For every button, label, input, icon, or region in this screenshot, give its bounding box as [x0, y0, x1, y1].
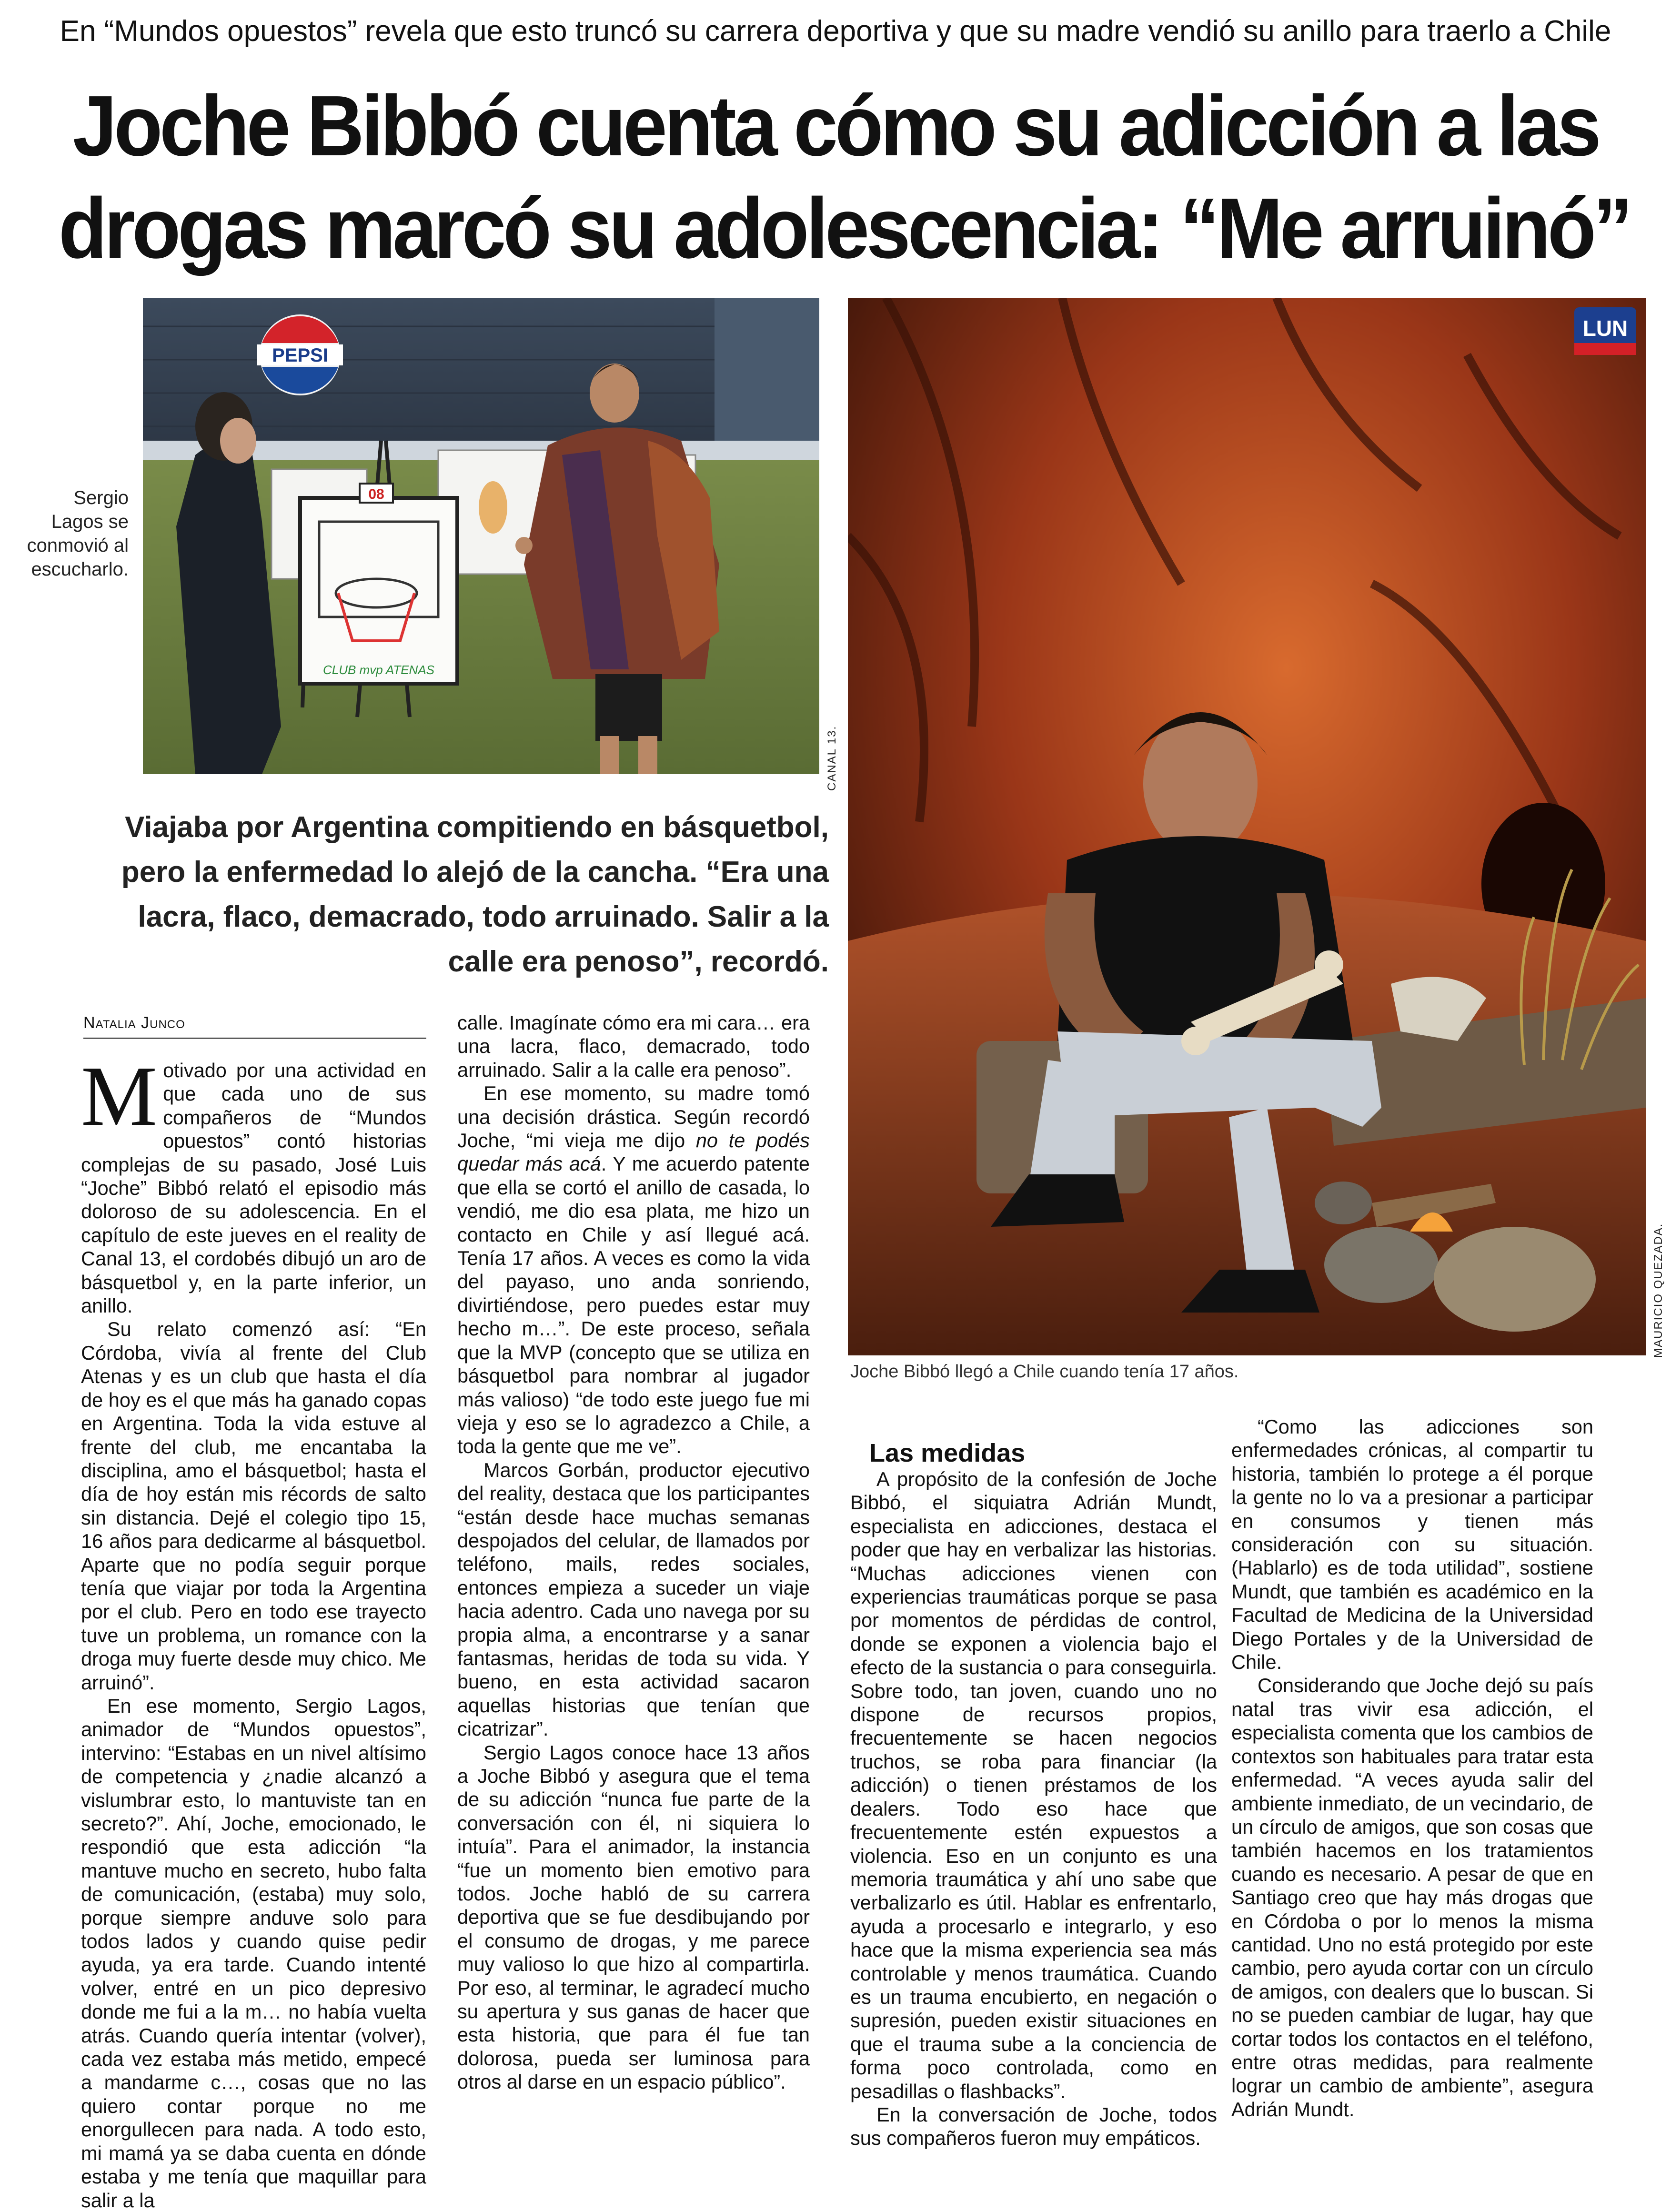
photo-reality-scene-illustration [143, 298, 819, 774]
article-column-4 [1231, 1415, 1593, 2121]
paragraph-1 [81, 1049, 426, 1317]
article-column-2 [457, 1011, 810, 2094]
article-column-3 [850, 1439, 1217, 2150]
article-column-1 [81, 1049, 426, 2212]
pepsi-sign-text: PEPSI [272, 345, 328, 366]
paragraph-4 [457, 1081, 810, 1458]
byline-rule [83, 1038, 426, 1039]
scoreboard-number: 08 [368, 486, 384, 502]
dropcap: M [81, 1049, 158, 1143]
paragraph-9: “Como las adicciones son enfermedades crónicas, al compartir tu historia, también lo protege a él porque la gente no lo va a presionar a participar en consumos y tienen más consideración con su situación. (Hablarlo) es de toda utilidad”, sostiene Mundt, que también es académico en la Facultad de Medicina de la Universidad Diego Portales y de la Universidad de Chile. [1231, 1415, 1593, 1674]
photo-reality-scene [143, 298, 819, 774]
paragraph-4-italic: no te podés quedar más acá [457, 1129, 810, 1175]
lun-badge: LUN [1582, 316, 1628, 341]
paragraph-5: Marcos Gorbán, productor ejecutivo del reality, destaca que los participantes “están desde hace muchas semanas despojados del celular, de llamados por teléfono, mails, redes sociales, entonces empieza a suceder un viaje hacia adentro. Cada uno navega por su propia alma, a encontrarse y a sanar fantasmas, heridas de toda su vida. Y bueno, en esta actividad sacaron aquellas historias que tenían que cicatrizar”. [457, 1458, 810, 1740]
photo-right-credit: MAURICIO QUEZADA. [1652, 1222, 1665, 1358]
kicker: En “Mundos opuestos” revela que esto truncó su carrera deportiva y que su madre vendió su anillo para traerlo a Chile [60, 15, 1611, 48]
paragraph-2: Su relato comenzó así: “En Córdoba, vivía al frente del Club Atenas y es un club que hasta el día de hoy es el que más ha ganado copas en Argentina. Toda la vida estuve al frente del club, me encantaba la disciplina, amo el básquetbol; hasta el día de hoy están mis récords de salto sin distancia. Dejé el colegio tipo 15, 16 años para dedicarme al básquetbol. Aparte que no podía seguir porque tenía que viajar por toda la Argentina por el club. Pero en todo ese trayecto tuve un problema, un romance con la droga muy fuerte desde muy chico. Me arruinó”. [81, 1318, 426, 1694]
drawing-text: CLUB mvp ATENAS [322, 663, 435, 677]
section-title: Las medidas [869, 1439, 1026, 1467]
paragraph-1-text: otivado por una actividad en que cada uno de sus compañeros de “Mundos opuestos” contó historias complejas de su pasado, José Luis “Joche” Bibbó relató el episodio más doloroso de su adolescencia. En el capítulo de este jueves en el reality de Canal 13, el cordobés dibujó un aro de básquetbol y, en la parte inferior, un anillo. [81, 1059, 426, 1317]
paragraph-4-part-a: En ese momento, su madre tomó una decisión drástica. Según recordó Joche, “mi vieja me dijo [457, 1082, 810, 1152]
paragraph-7: A propósito de la confesión de Joche Bibbó, el siquiatra Adrián Mundt, especialista en adicciones, destaca el poder que hay en verbalizar las historias. “Muchas adicciones vienen con experiencias traumáticas porque se pasa por momentos de pérdidas de control, donde se exponen a violencia bajo el efecto de la sustancia o para conseguirla. Sobre todo, tan joven, cuando uno no dispone de recursos propios, frecuentemente se hacen negocios truchos, se roba para financiar (la adicción) o tienen préstamos de los dealers. Todo eso hace que frecuentemente estén expuestos a violencia. Eso en un conjunto es una memoria traumática y ahí uno sabe que verbalizarlo es útil. Hablar es enfrentarlo, ayuda a procesarlo e integrarlo, y eso hace que la misma experiencia sea más controlable y menos traumática. Cuando es un trauma encubierto, en negación o supresión, pueden existir situaciones en que el trauma sube a la conciencia de forma poco controlada, como en pesadillas o flashbacks”. [850, 1468, 1217, 2102]
paragraph-8: En la conversación de Joche, todos sus compañeros fueron muy empáticos. [850, 2103, 1217, 2150]
headline-line-2: drogas marcó su adolescencia: “Me arruinó” [58, 181, 1630, 276]
photo-portrait-cave-illustration [848, 298, 1646, 1355]
photo-right-caption: Joche Bibbó llegó a Chile cuando tenía 17 años. [850, 1362, 1239, 1382]
paragraph-3: En ese momento, Sergio Lagos, animador de “Mundos opuestos”, intervino: “Estabas en un nivel altísimo de competencia y ¿nadie alcanzó a vislumbrar esto, lo mantuviste tan en secreto?”. Ahí, Joche, emocionado, le respondió que esta adicción “la mantuve mucho en secreto, hubo falta de comunicación, (estaba) muy solo, porque siempre anduve solo para todos lados y cuando quise pedir ayuda, ya era tarde. Cuando intenté volver, entré en un pico depresivo donde me fui a la m… no había vuelta atrás. Cuando quería intentar (volver), cada vez estaba más metido, empecé a mandarme c…, cosas que no las quiero contar porque no me enorgullecen para nada. A todo esto, mi mamá ya se daba cuenta en dónde estaba y me tenía que maquillar para salir a la [81, 1694, 426, 2212]
subhead: Viajaba por Argentina compitiendo en básquetbol, pero la enfermedad lo alejó de la cancha. “Era una lacra, flaco, demacrado, todo arruinado. Salir a la calle era penoso”, recordó. [121, 811, 829, 978]
paragraph-6: Sergio Lagos conoce hace 13 años a Joche Bibbó y asegura que el tema de su adicción “nunca fue parte de la conversación con él, ni siquiera lo intuía”. Para el animador, la instancia “fue un momento bien emotivo para todos. Joche habló de su carrera deportiva que se fue desdibujando por el consumo de drogas, y me parece muy valioso lo que hizo al compartirla. Por eso, al terminar, le agradecí mucho su apertura y sus ganas de hacer que esta historia, que para él fue tan dolorosa, pueda ser luminosa para otros al darse en un espacio público”. [457, 1741, 810, 2093]
photo-left-caption: Sergio Lagos se conmovió al escucharlo. [27, 487, 129, 580]
paragraph-4-part-b: . Y me acuerdo patente que ella se cortó el anillo de casada, lo vendió, me dio esa plata, me hizo un contacto en Chile y así llegué acá. Tenía 17 años. A veces es como la vida del payaso, uno anda sonriendo, divirtiéndose, pero puedes estar muy hecho m…”. De este proceso, señala que la MVP (concepto que se utiliza en básquetbol para nombrar al jugador más valioso) “de todo este juego fue mi vieja y eso se lo agradezco a Chile, a toda la gente que me ve”. [457, 1152, 810, 1458]
photo-left-credit: CANAL 13. [825, 725, 838, 791]
byline: Natalia Junco [83, 1014, 185, 1032]
photo-portrait-cave [848, 298, 1646, 1355]
paragraph-3-continued: calle. Imagínate cómo era mi cara… era una lacra, flaco, demacrado, todo arruinado. Salir a la calle era penoso”. [457, 1011, 810, 1081]
headline-line-1: Joche Bibbó cuenta cómo su adicción a las [72, 78, 1599, 174]
paragraph-10: Considerando que Joche dejó su país natal tras vivir esa adicción, el especialista comenta que los cambios de contextos son habituales para tratar esta enfermedad. “A veces ayuda salir del ambiente inmediato, de un vecindario, de un círculo de amigos, que son cosas que también hacemos en los tratamientos cuando es necesario. A pesar de que en Santiago creo que hay más drogas que en Córdoba o por lo menos la misma cantidad. Uno no está protegido por este cambio, pero ayuda cortar con un círculo de amigos, con dealers que lo buscan. Si no se pueden cambiar de lugar, hay que cortar todos los contactos en el teléfono, entre otras medidas, para realmente lograr un cambio de ambiente”, asegura Adrián Mundt. [1231, 1674, 1593, 2121]
